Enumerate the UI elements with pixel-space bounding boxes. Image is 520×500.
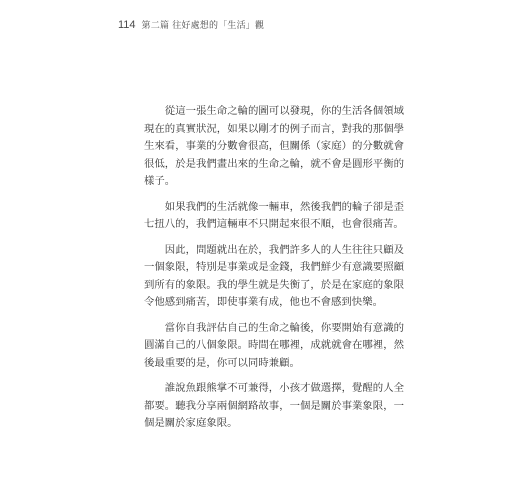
- body-text: [144, 103, 404, 441]
- paragraph: 如果我們的生活就像一輛車，然後我們的輪子卻是歪七扭八的，我們這輛車不只開起來很不順，也會很痛苦。: [144, 200, 404, 230]
- paragraph: 因此，問題就出在於，我們許多人的人生往往只顧及一個象限，特別是事業或是金錢，我們鮮少有意識要照顧到所有的象限。我的學生就是失衡了，於是在家庭的象限令他感到痛苦，即使事業有成，他也不會感到快樂。: [144, 243, 404, 308]
- page-header: [118, 18, 264, 34]
- paragraph: 從這一張生命之輪的圖可以發現，你的生活各個領域現在的真實狀況，如果以剛才的例子而言，對我的那個學生來看，事業的分數會很高，但關係（家庭）的分數就會很低，於是我們畫出來的生命之輪，就不會是圓形平衡的樣子。: [144, 105, 404, 187]
- paragraph: 誰說魚跟熊掌不可兼得，小孩才做選擇，覺醒的人全都要。聽我分享兩個網路故事，一個是關於事業象限，一個是關於家庭象限。: [144, 382, 404, 429]
- running-title: 第二篇 往好處想的「生活」觀: [141, 21, 265, 31]
- paragraph: 當你自我評估自己的生命之輪後，你要開始有意識的圓滿自己的八個象限。時間在哪裡，成就就會在哪裡，然後最重要的是，你可以同時兼顧。: [144, 321, 404, 369]
- page-number: 114: [118, 19, 136, 31]
